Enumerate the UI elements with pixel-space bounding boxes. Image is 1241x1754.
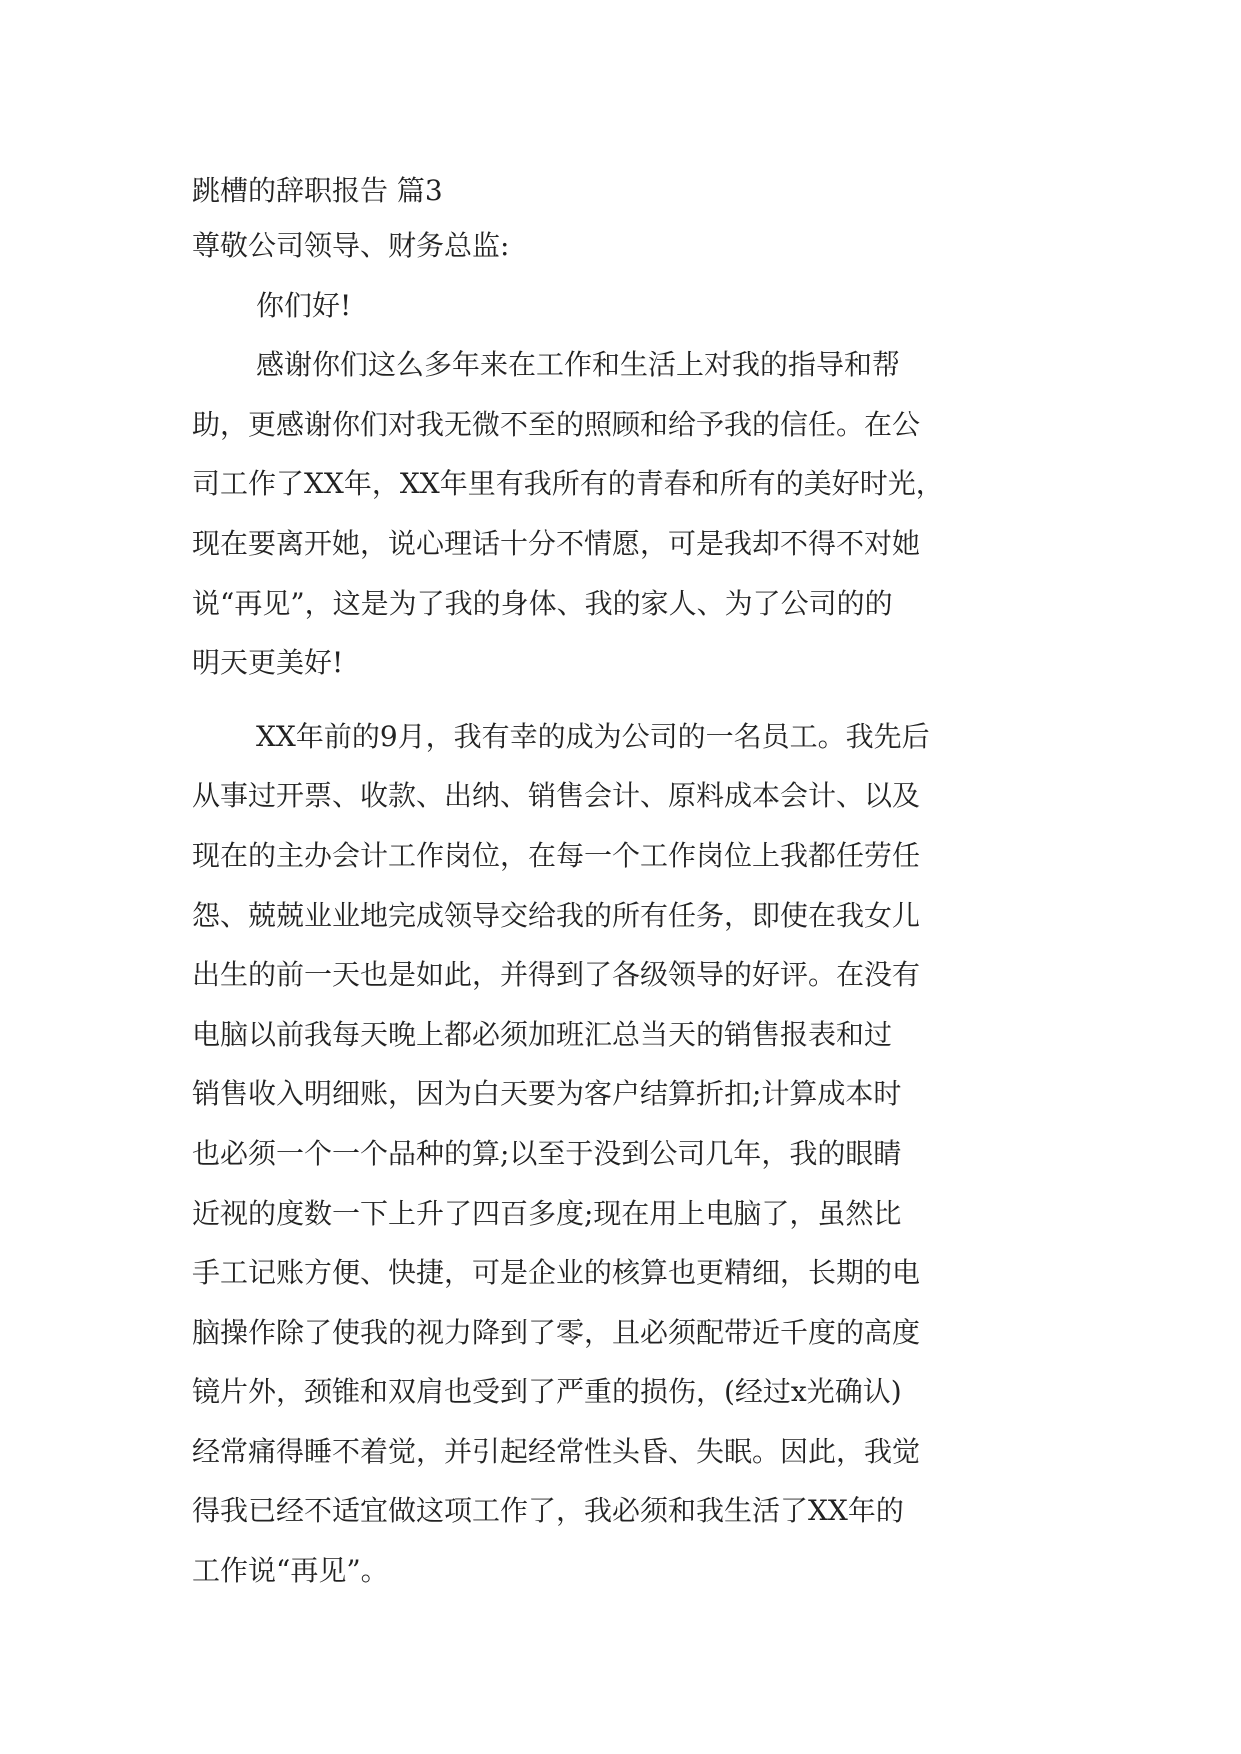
paragraph-line: 怨、兢兢业业地完成领导交给我的所有任务，即使在我女儿 [192, 898, 921, 932]
paragraph-line: 经常痛得睡不着觉，并引起经常性头昏、失眠。因此，我觉 [192, 1434, 921, 1468]
paragraph-line: 工作说“再见”。 [192, 1554, 389, 1588]
paragraph-line: XX年前的9月，我有幸的成为公司的一名员工。我先后 [256, 719, 930, 753]
paragraph-line: 现在的主办会计工作岗位，在每一个工作岗位上我都任劳任 [192, 838, 921, 872]
paragraph-line: 销售收入明细账，因为白天要为客户结算折扣;计算成本时 [192, 1077, 902, 1111]
paragraph-line: 出生的前一天也是如此，并得到了各级领导的好评。在没有 [192, 958, 921, 992]
paragraph-line: 也必须一个一个品种的算;以至于没到公司几年，我的眼睛 [192, 1136, 902, 1170]
paragraph-2 [192, 707, 1058, 1601]
paragraph-line: 镜片外，颈锥和双肩也受到了严重的损伤，(经过x光确认) [192, 1375, 902, 1409]
paragraph-gap [192, 693, 1058, 707]
greeting: 你们好! [256, 288, 352, 322]
paragraph-line: 手工记账方便、快捷，可是企业的核算也更精细，长期的电 [192, 1256, 921, 1290]
paragraph-line: 从事过开票、收款、出纳、销售会计、原料成本会计、以及 [192, 779, 921, 813]
paragraph-line: 现在要离开她，说心理话十分不情愿，可是我却不得不对她 [192, 526, 921, 560]
document-body [192, 170, 1058, 1601]
paragraph-1 [192, 335, 1058, 693]
paragraph-line: 感谢你们这么多年来在工作和生活上对我的指导和帮 [256, 348, 901, 382]
paragraph-line: 司工作了XX年，XX年里有我所有的青春和所有的美好时光， [192, 467, 944, 501]
paragraph-line: 电脑以前我每天晚上都必须加班汇总当天的销售报表和过 [192, 1017, 893, 1051]
salutation: 尊敬公司领导、财务总监: [192, 229, 510, 262]
paragraph-line: 助，更感谢你们对我无微不至的照顾和给予我的信任。在公 [192, 407, 921, 441]
paragraph-line: 近视的度数一下上升了四百多度;现在用上电脑了，虽然比 [192, 1196, 902, 1230]
paragraph-line: 明天更美好! [192, 646, 344, 680]
paragraph-line: 脑操作除了使我的视力降到了零，且必须配带近千度的高度 [192, 1315, 921, 1349]
document-title: 跳槽的辞职报告 篇3 [192, 174, 443, 207]
paragraph-line: 说“再见”，这是为了我的身体、我的家人、为了公司的的 [192, 586, 893, 620]
paragraph-line: 得我已经不适宜做这项工作了，我必须和我生活了XX年的 [192, 1494, 904, 1528]
